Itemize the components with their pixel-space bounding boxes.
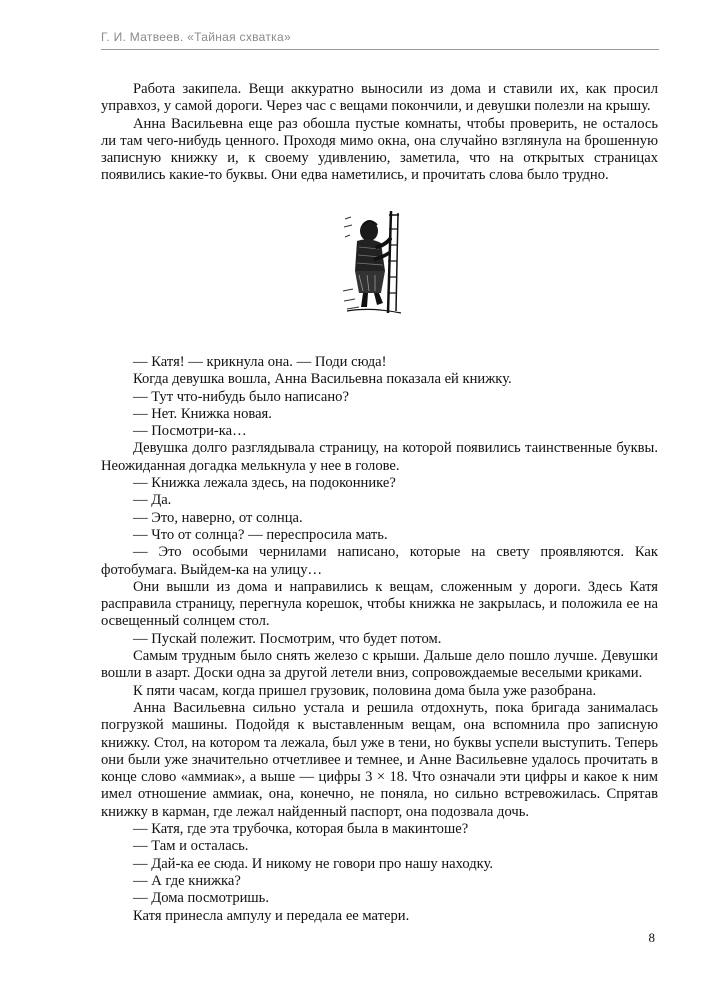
paragraph: — Дома посмотришь. xyxy=(133,890,269,907)
paragraph: Анна Васильевна сильно устала и решила отдохнуть, пока бригада занималась погрузкой машины. Подойдя к выставленным вещам, она вспомнила про записную книжку. Стол, на котором та лежала, был уже в тени, но буквы успели выступить. Теперь они были уже значительно отчетливее и темнее, и Анне Васильевне удалось прочитать в конце слово «аммиак», а выше — цифры 3 × 18. Что означали эти цифры и какое к ним имел отношение аммиак, она, конечно, не поняла, но сильно встревожилась. Спрятав книжку в карман, где лежал найденный паспорт, она подозвала дочь. xyxy=(101,699,658,820)
paragraph: — Книжка лежала здесь, на подоконнике? xyxy=(133,475,396,492)
paragraph: — Это особыми чернилами написано, которые на свету проявляются. Как фотобумага. Выйдем-ка на улицу… xyxy=(101,544,658,578)
running-head: Г. И. Матвеев. «Тайная схватка» xyxy=(101,30,291,44)
paragraph: — Да. xyxy=(133,492,172,509)
paragraph: Они вышли из дома и направились к вещам, сложенным у дороги. Здесь Катя расправила страницу, перегнула корешок, чтобы книжка не закрылась, и положила ее на освещенный солнцем стол. xyxy=(101,578,658,630)
worker-on-ladder-illustration xyxy=(341,205,407,317)
illustration xyxy=(341,205,407,317)
paragraph: Самым трудным было снять железо с крыши. Дальше дело пошло лучше. Девушки вошли в азарт. Доски одна за другой летели вниз, сопровождаемые веселыми криками. xyxy=(101,648,658,682)
paragraph: К пяти часам, когда пришел грузовик, половина дома была уже разобрана. xyxy=(133,682,597,699)
paragraph: Катя принесла ампулу и передала ее матери. xyxy=(133,907,410,924)
paragraph: — Катя, где эта трубочка, которая была в макинтоше? xyxy=(133,821,469,838)
page-number: 8 xyxy=(648,930,655,945)
paragraph: — А где книжка? xyxy=(133,872,241,889)
paragraph: Работа закипела. Вещи аккуратно выносили из дома и ставили их, как просил управхоз, у самой дороги. Через час с вещами покончили, и девушки полезли на крышу. xyxy=(101,81,658,115)
text-block-top xyxy=(101,81,658,185)
paragraph: Девушка долго разглядывала страницу, на которой появились таинственные буквы. Неожиданная догадка мелькнула у нее в голове. xyxy=(101,440,658,474)
paragraph: — Что от солнца? — переспросила мать. xyxy=(133,526,388,543)
paragraph: — Тут что-нибудь было написано? xyxy=(133,388,349,405)
text-block-bottom xyxy=(101,354,658,925)
paragraph: — Катя! — крикнула она. — Поди сюда! xyxy=(133,354,387,370)
paragraph: — Дай-ка ее сюда. И никому не говори про нашу находку. xyxy=(133,855,494,872)
paragraph: — Пускай полежит. Посмотрим, что будет потом. xyxy=(133,630,442,647)
paragraph: — Это, наверно, от солнца. xyxy=(133,509,303,526)
paragraph: Анна Васильевна еще раз обошла пустые комнаты, чтобы проверить, не осталось ли там чего-нибудь ценного. Проходя мимо окна, она случайно взглянула на брошенную записную книжку и, к своему удивлению, заметила, что на открытых страницах появились какие-то буквы. Они едва наметились, и прочитать слова было трудно. xyxy=(101,115,658,184)
paragraph: Когда девушка вошла, Анна Васильевна показала ей книжку. xyxy=(133,371,512,388)
paragraph: — Посмотри-ка… xyxy=(133,423,247,440)
paragraph: — Там и осталась. xyxy=(133,838,249,855)
paragraph: — Нет. Книжка новая. xyxy=(133,405,272,422)
header-divider xyxy=(101,49,659,50)
